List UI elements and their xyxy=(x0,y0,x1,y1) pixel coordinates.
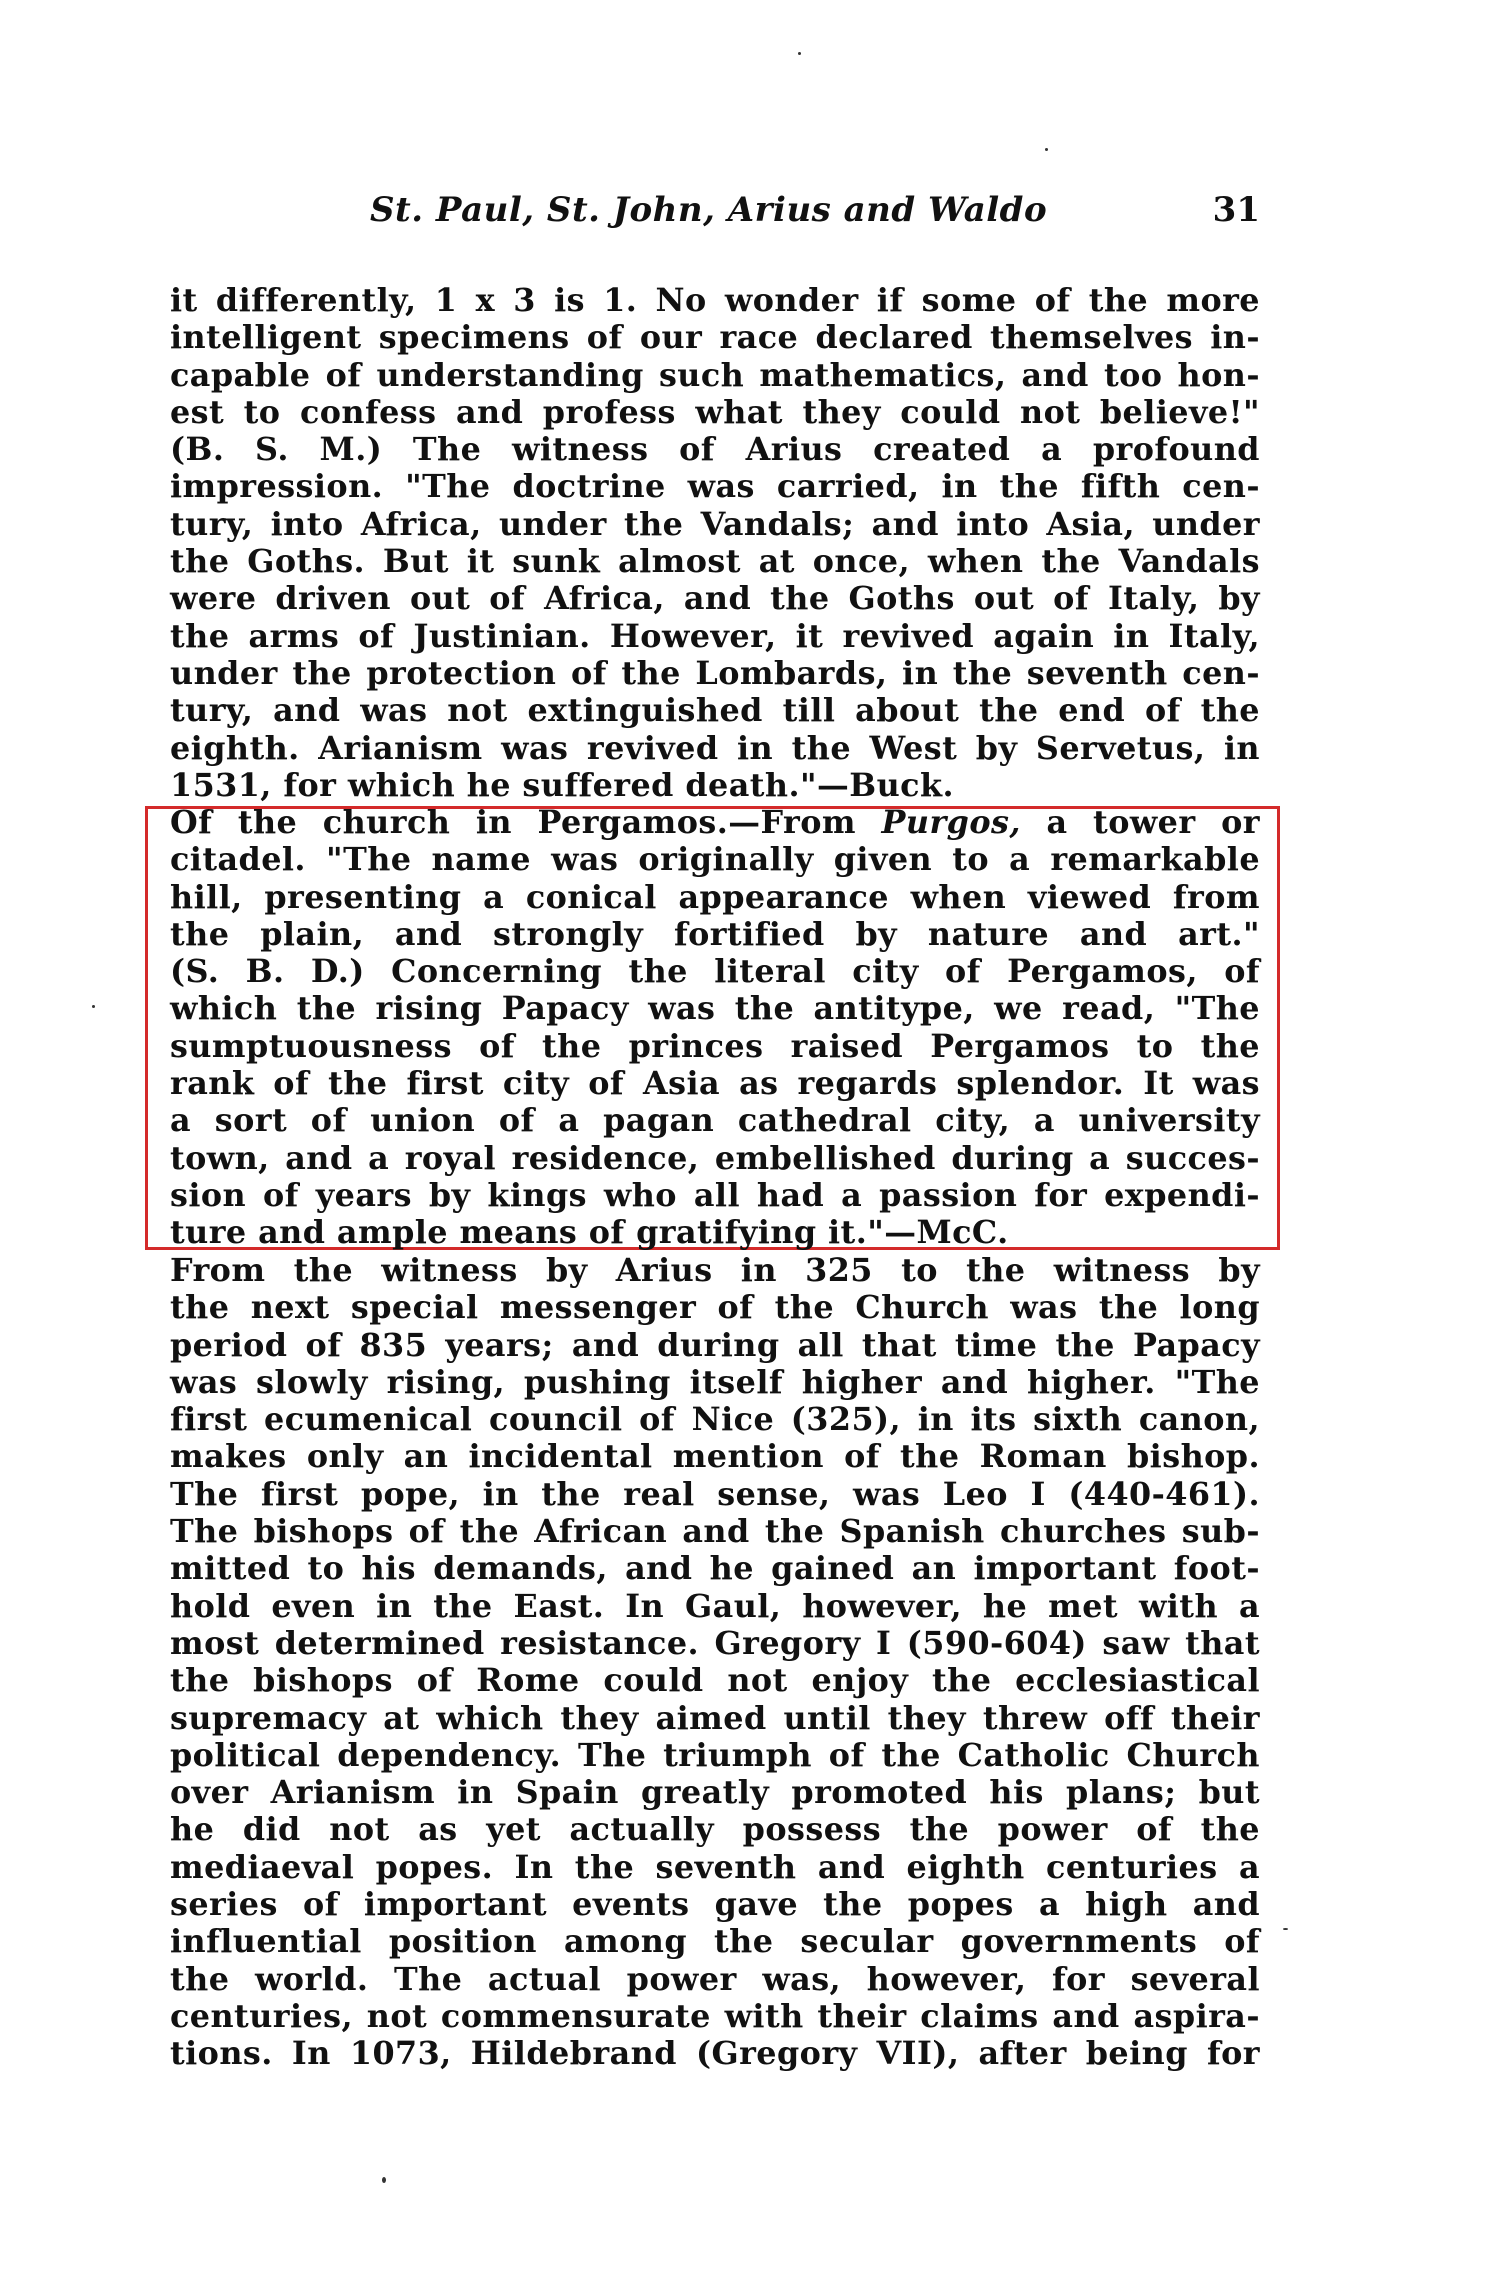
text-line-first xyxy=(170,804,1260,841)
text-line: sion of years by kings who all had a passion for expendi- xyxy=(170,1176,1260,1214)
text-line: were driven out of Africa, and the Goths out of Italy, by xyxy=(170,580,1260,618)
paragraph-arius-witness xyxy=(170,282,1260,804)
scan-speck xyxy=(382,2177,386,2183)
text-line: (S. B. D.) Concerning the literal city of Pergamos, of xyxy=(170,953,1260,991)
scan-speck xyxy=(1045,148,1048,151)
text-line: the Goths. But it sunk almost at once, when the Vandals xyxy=(170,543,1260,581)
text-line: ture and ample means of gratifying it."—McC. xyxy=(170,1214,1009,1252)
paragraph-papacy-rising xyxy=(170,1252,1260,2073)
text-line: over Arianism in Spain greatly promoted his plans; but xyxy=(170,1774,1260,1812)
scan-speck xyxy=(92,1005,95,1008)
text-line: centuries, not commensurate with their claims and aspira- xyxy=(170,1997,1260,2035)
text-line: series of important events gave the popes a high and xyxy=(170,1886,1260,1924)
text-line: under the protection of the Lombards, in the seventh cen- xyxy=(170,654,1260,692)
scan-speck xyxy=(1283,1928,1288,1930)
text-line: mitted to his demands, and he gained an important foot- xyxy=(170,1550,1260,1588)
text-line: was slowly rising, pushing itself higher and higher. "The xyxy=(170,1363,1260,1401)
text-line: rank of the first city of Asia as regards splendor. It was xyxy=(170,1065,1260,1103)
text-line: which the rising Papacy was the antitype, we read, "The xyxy=(170,990,1260,1028)
text-line: tury, and was not extinguished till about the end of the xyxy=(170,692,1260,730)
text-line: 1531, for which he suffered death."—Buck. xyxy=(170,766,954,804)
text-line: impression. "The doctrine was carried, in the fifth cen- xyxy=(170,468,1260,506)
text-line: a sort of union of a pagan cathedral city, a university xyxy=(170,1102,1260,1140)
scan-speck xyxy=(798,52,801,55)
text-line: capable of understanding such mathematics, and too hon- xyxy=(170,356,1260,394)
paragraph-pergamos xyxy=(170,804,1260,1252)
text-line: hold even in the East. In Gaul, however, he met with a xyxy=(170,1587,1260,1625)
text-line: he did not as yet actually possess the power of the xyxy=(170,1811,1260,1849)
text-line: The first pope, in the real sense, was Leo I (440-461). xyxy=(170,1475,1260,1513)
text-line: The bishops of the African and the Spanish churches sub- xyxy=(170,1513,1260,1551)
text-line: tury, into Africa, under the Vandals; and into Asia, under xyxy=(170,505,1260,543)
text-line: intelligent specimens of our race declared themselves in- xyxy=(170,319,1260,357)
line-end: a tower or xyxy=(1020,804,1260,841)
text-line: the bishops of Rome could not enjoy the ecclesiastical xyxy=(170,1662,1260,1700)
running-head xyxy=(170,190,1260,240)
text-line: political dependency. The triumph of the Catholic Church xyxy=(170,1736,1260,1774)
running-title: St. Paul, St. John, Arius and Waldo xyxy=(370,190,1048,230)
text-line: est to confess and profess what they could not believe!" xyxy=(170,393,1260,431)
text-line: period of 835 years; and during all that time the Papacy xyxy=(170,1326,1260,1364)
text-line: From the witness by Arius in 325 to the witness by xyxy=(170,1252,1260,1289)
text-line: influential position among the secular governments of xyxy=(170,1923,1260,1961)
text-line: mediaeval popes. In the seventh and eighth centuries a xyxy=(170,1848,1260,1886)
italic-term: Purgos, xyxy=(881,804,1021,841)
page-number: 31 xyxy=(1212,190,1260,230)
text-line: tions. In 1073, Hildebrand (Gregory VII), after being for xyxy=(170,2035,1260,2073)
text-line: hill, presenting a conical appearance when viewed from xyxy=(170,878,1260,916)
line-start: Of the church in Pergamos.—From xyxy=(170,804,882,841)
text-line: most determined resistance. Gregory I (590-604) saw that xyxy=(170,1624,1260,1662)
text-line: eighth. Arianism was revived in the West by Servetus, in xyxy=(170,729,1260,767)
text-line: makes only an incidental mention of the Roman bishop. xyxy=(170,1438,1260,1476)
text-line: the arms of Justinian. However, it revived again in Italy, xyxy=(170,617,1260,655)
text-line: the next special messenger of the Church was the long xyxy=(170,1289,1260,1327)
text-line: the world. The actual power was, however, for several xyxy=(170,1960,1260,1998)
text-line: supremacy at which they aimed until they threw off their xyxy=(170,1699,1260,1737)
text-line: first ecumenical council of Nice (325), in its sixth canon, xyxy=(170,1401,1260,1439)
text-line: (B. S. M.) The witness of Arius created a profound xyxy=(170,431,1260,469)
text-line: citadel. "The name was originally given to a remarkable xyxy=(170,841,1260,879)
text-line: sumptuousness of the princes raised Pergamos to the xyxy=(170,1027,1260,1065)
text-line: town, and a royal residence, embellished during a succes- xyxy=(170,1139,1260,1177)
text-line: it differently, 1 x 3 is 1. No wonder if some of the more xyxy=(170,282,1260,319)
text-line: the plain, and strongly fortified by nature and art." xyxy=(170,915,1260,953)
